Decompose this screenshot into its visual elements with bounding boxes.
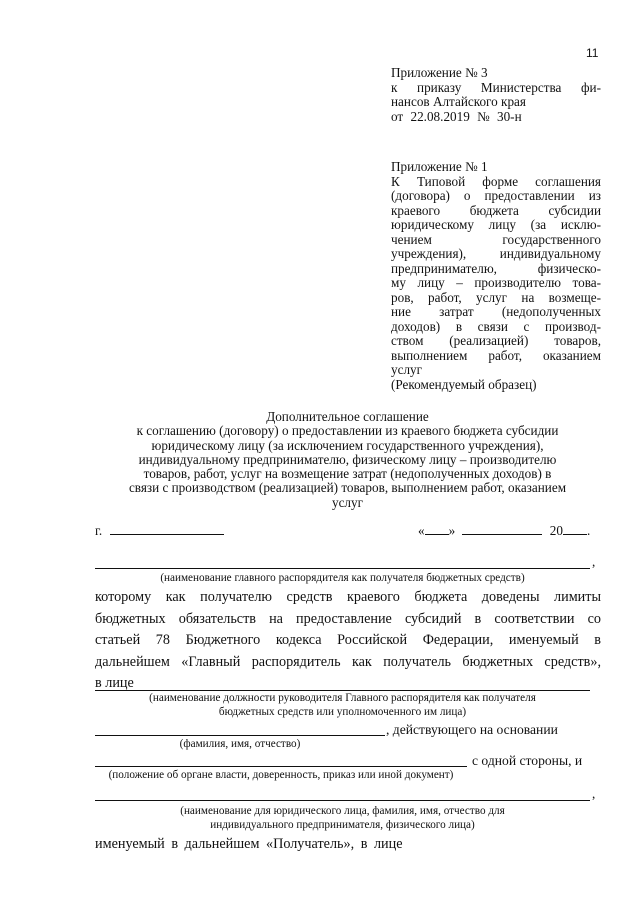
title-line: услуг bbox=[331, 494, 364, 510]
year-suffix: . bbox=[586, 523, 591, 538]
city-field bbox=[95, 522, 224, 539]
title-line: связи с производством (реализацией) товаров, выполнением работ, оказанием bbox=[128, 480, 567, 496]
appendix-1-line: краевого бюджета субсидии bbox=[391, 202, 601, 218]
appendix-1-line: выполнением работ, оказанием bbox=[391, 347, 601, 363]
appendix-1-line: чением государственного bbox=[391, 231, 601, 247]
one-side-text: с одной стороны, и bbox=[472, 753, 583, 768]
document-blank[interactable] bbox=[95, 766, 467, 767]
appendix-1-line: учреждения), индивидуальному bbox=[391, 246, 601, 261]
quote-close: » bbox=[448, 523, 456, 538]
page-number: 11 bbox=[586, 46, 599, 60]
main-manager-blank[interactable] bbox=[95, 568, 590, 569]
quote-open: « bbox=[418, 523, 425, 538]
caption-position-2: бюджетных средств или уполномоченного им лица) bbox=[218, 706, 467, 718]
appendix-1-line: Приложение № 1 bbox=[391, 159, 488, 174]
appendix-3-line: Приложение № 3 bbox=[391, 65, 488, 80]
appendix-1-header bbox=[391, 160, 601, 392]
body-line: статьей 78 Бюджетного кодекса Российской Федерации, именуемый в bbox=[95, 632, 601, 648]
caption-document: (положение об органе власти, доверенность, приказ или иной документ) bbox=[108, 769, 454, 781]
comma: , bbox=[592, 554, 596, 569]
title-line: к соглашению (договору) о предоставлении из краевого бюджета субсидии bbox=[136, 423, 559, 439]
recipient-blank[interactable] bbox=[95, 800, 590, 801]
year-blank[interactable] bbox=[563, 522, 587, 535]
appendix-3-header bbox=[391, 66, 601, 124]
fio-blank[interactable] bbox=[95, 735, 385, 736]
comma: , bbox=[592, 786, 596, 801]
appendix-1-line: услуг bbox=[391, 362, 423, 377]
city-prefix: г. bbox=[95, 523, 103, 538]
appendix-1-line: ров, работ, услуг на возмеще- bbox=[391, 289, 601, 305]
year-prefix: 20 bbox=[549, 523, 563, 538]
body-line: которому как получателю средств краевого бюджета доведены лимиты bbox=[95, 589, 601, 605]
appendix-1-line: (договора) о предоставлении из bbox=[391, 188, 601, 203]
title-line: индивидуальному предпринимателю, физическому лицу – производителю bbox=[138, 451, 557, 467]
title-line: товаров, работ, услуг на возмещение затрат (недополученных доходов) в bbox=[143, 466, 552, 482]
city-blank[interactable] bbox=[110, 522, 224, 535]
body-line: бюджетных обязательств на предоставление субсидий в соответствии со bbox=[95, 610, 601, 627]
caption-recipient-2: индивидуального предпринимателя, физического лица) bbox=[210, 819, 475, 831]
caption-main-manager: (наименование главного распорядителя как получателя бюджетных средств) bbox=[160, 572, 525, 584]
acting-basis-text: , действующего на основании bbox=[386, 722, 558, 737]
day-blank[interactable] bbox=[425, 522, 449, 535]
appendix-1-line: доходов) в связи с производ- bbox=[391, 318, 601, 334]
appendix-3-line: нансов Алтайского края bbox=[391, 94, 526, 109]
appendix-1-line: (Рекомендуемый образец) bbox=[391, 376, 537, 392]
month-blank[interactable] bbox=[462, 522, 542, 535]
title-line: Дополнительное соглашение bbox=[266, 409, 429, 424]
appendix-1-line: юридическому лицу (за исклю- bbox=[391, 217, 601, 232]
body-paragraph bbox=[95, 587, 601, 695]
caption-position: (наименование должности руководителя Главного распорядителя как получателя bbox=[149, 692, 536, 704]
appendix-1-line: предпринимателю, физическо- bbox=[391, 260, 601, 276]
body-line: в лице bbox=[95, 675, 134, 691]
appendix-3-line: от 22.08.2019 № 30-н bbox=[391, 108, 522, 124]
title-line: юридическому лицу (за исключением государственного учреждения), bbox=[151, 437, 544, 453]
document-title bbox=[95, 410, 600, 510]
appendix-1-line: му лицу – производителю това- bbox=[391, 275, 601, 290]
body-line: дальнейшем «Главный распорядитель как получатель бюджетных средств», bbox=[95, 653, 601, 670]
position-blank[interactable] bbox=[95, 690, 590, 691]
appendix-1-line: ством (реализацией) товаров, bbox=[391, 333, 601, 348]
appendix-1-line: К Типовой форме соглашения bbox=[391, 173, 601, 189]
hereinafter-recipient: именуемый в дальнейшем «Получатель», в лице bbox=[95, 836, 403, 852]
caption-recipient: (наименование для юридического лица, фамилия, имя, отчество для bbox=[180, 805, 505, 817]
date-field bbox=[418, 522, 590, 539]
appendix-3-line: к приказу Министерства фи- bbox=[391, 79, 601, 95]
caption-fio: (фамилия, имя, отчество) bbox=[179, 738, 301, 750]
appendix-1-line: ние затрат (недополученных bbox=[391, 304, 601, 319]
